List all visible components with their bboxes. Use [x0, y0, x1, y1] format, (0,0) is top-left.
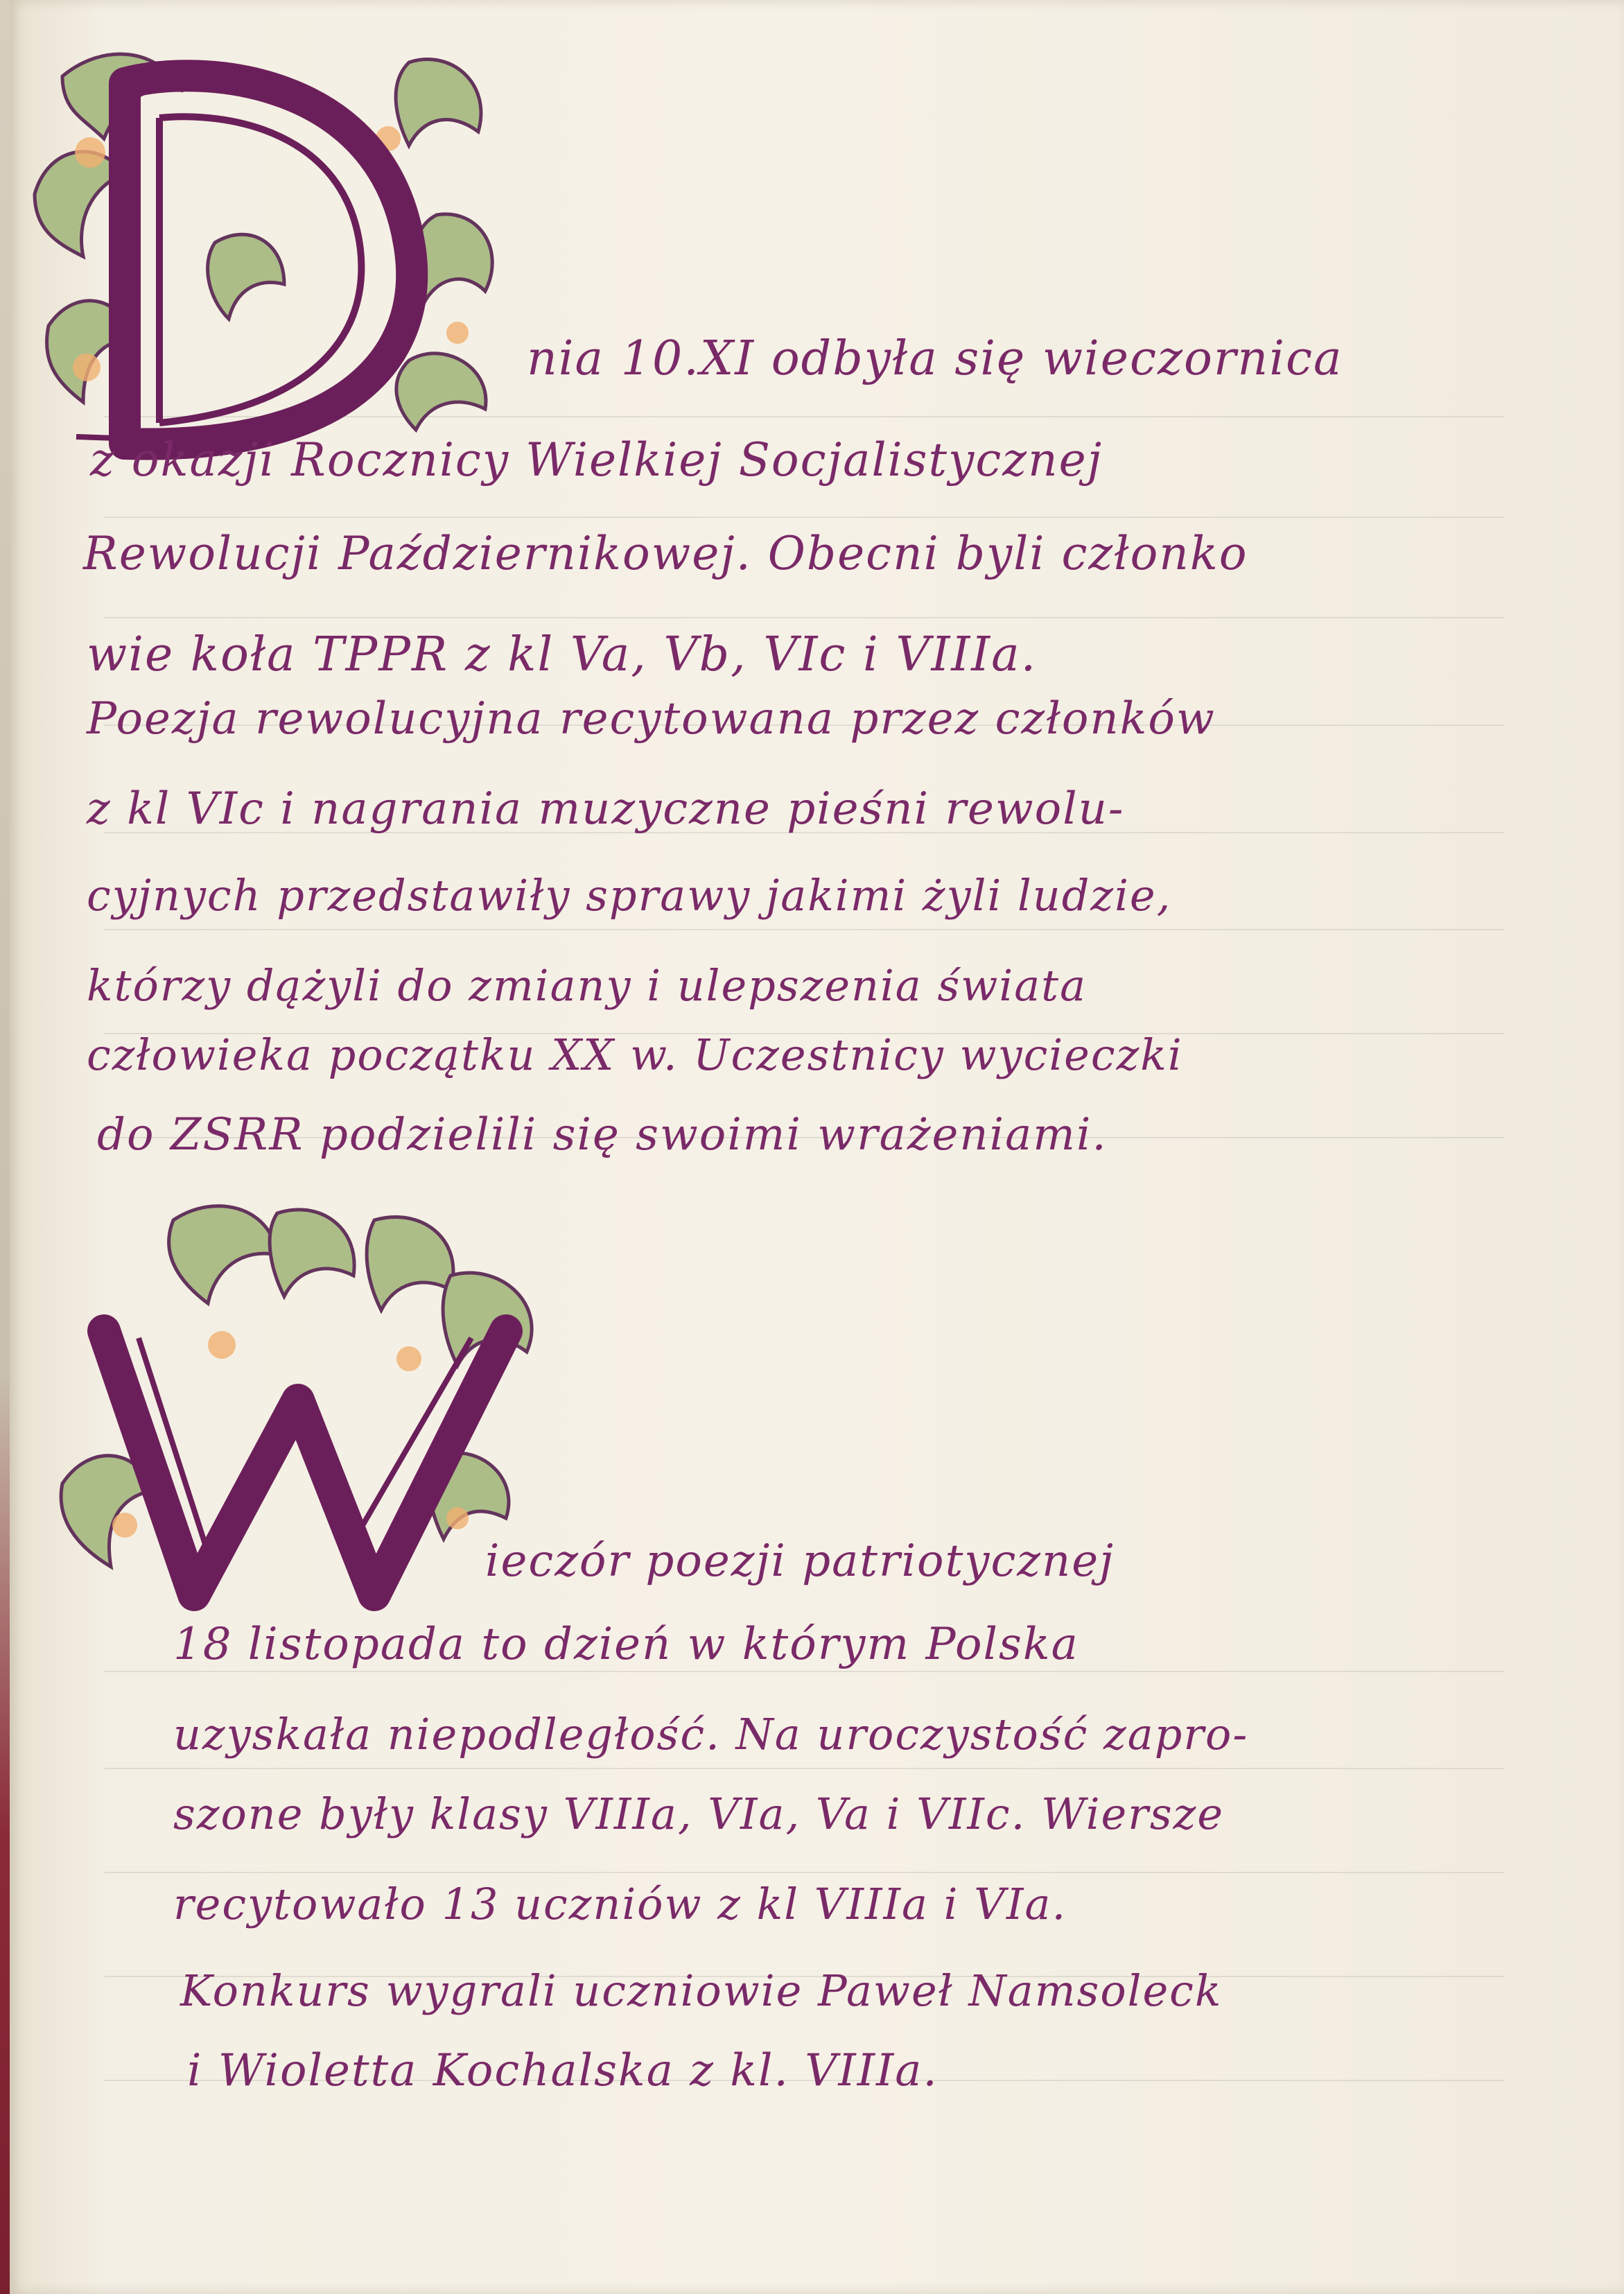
text-line: Poezja rewolucyjna recytowana przez członków: [87, 693, 1216, 745]
text-line: z okazji Rocznicy Wielkiej Socjalistycznej: [90, 433, 1103, 487]
text-line: którzy dążyli do zmiany i ulepszenia świata: [87, 960, 1088, 1011]
ruled-line: [104, 516, 1504, 518]
text-line: z kl VIc i nagrania muzyczne pieśni rewolu-: [87, 783, 1125, 835]
text-line: i Wioletta Kochalska z kl. VIIIa.: [187, 2045, 938, 2096]
text-line: nia 10.XI odbyła się wieczornica: [527, 331, 1343, 386]
text-line: wie koła TPPR z kl Va, Vb, VIc i VIIIa.: [87, 627, 1038, 682]
text-line: człowieka początku XX w. Uczestnicy wycieczki: [87, 1029, 1183, 1080]
ruled-line: [104, 1872, 1504, 1873]
ruled-line: [104, 1768, 1504, 1769]
text-line: do ZSRR podzielili się swoimi wrażeniami.: [97, 1109, 1108, 1161]
notebook-binding: [0, 0, 10, 2294]
ruled-line: [104, 929, 1504, 930]
ruled-line: [104, 1671, 1504, 1672]
text-line: Konkurs wygrali uczniowie Paweł Namsoleck: [180, 1965, 1223, 2016]
text-line: ieczór poezji patriotycznej: [485, 1536, 1115, 1587]
text-line: uzyskała niepodległość. Na uroczystość zapro-: [173, 1709, 1249, 1759]
text-line: szone były klasy VIIIa, VIa, Va i VIIc. Wiersze: [173, 1789, 1225, 1839]
text-line: cyjnych przedstawiły sprawy jakimi żyli ludzie,: [87, 870, 1172, 921]
text-line: 18 listopada to dzień w którym Polska: [173, 1619, 1079, 1670]
text-line: Rewolucji Październikowej. Obecni byli członko: [83, 527, 1248, 580]
ruled-line: [104, 617, 1504, 618]
illuminated-initial-d: [21, 35, 520, 464]
floral-ornament-icon: [21, 35, 520, 464]
text-line: recytowało 13 uczniów z kl VIIIa i VIa.: [173, 1879, 1067, 1929]
